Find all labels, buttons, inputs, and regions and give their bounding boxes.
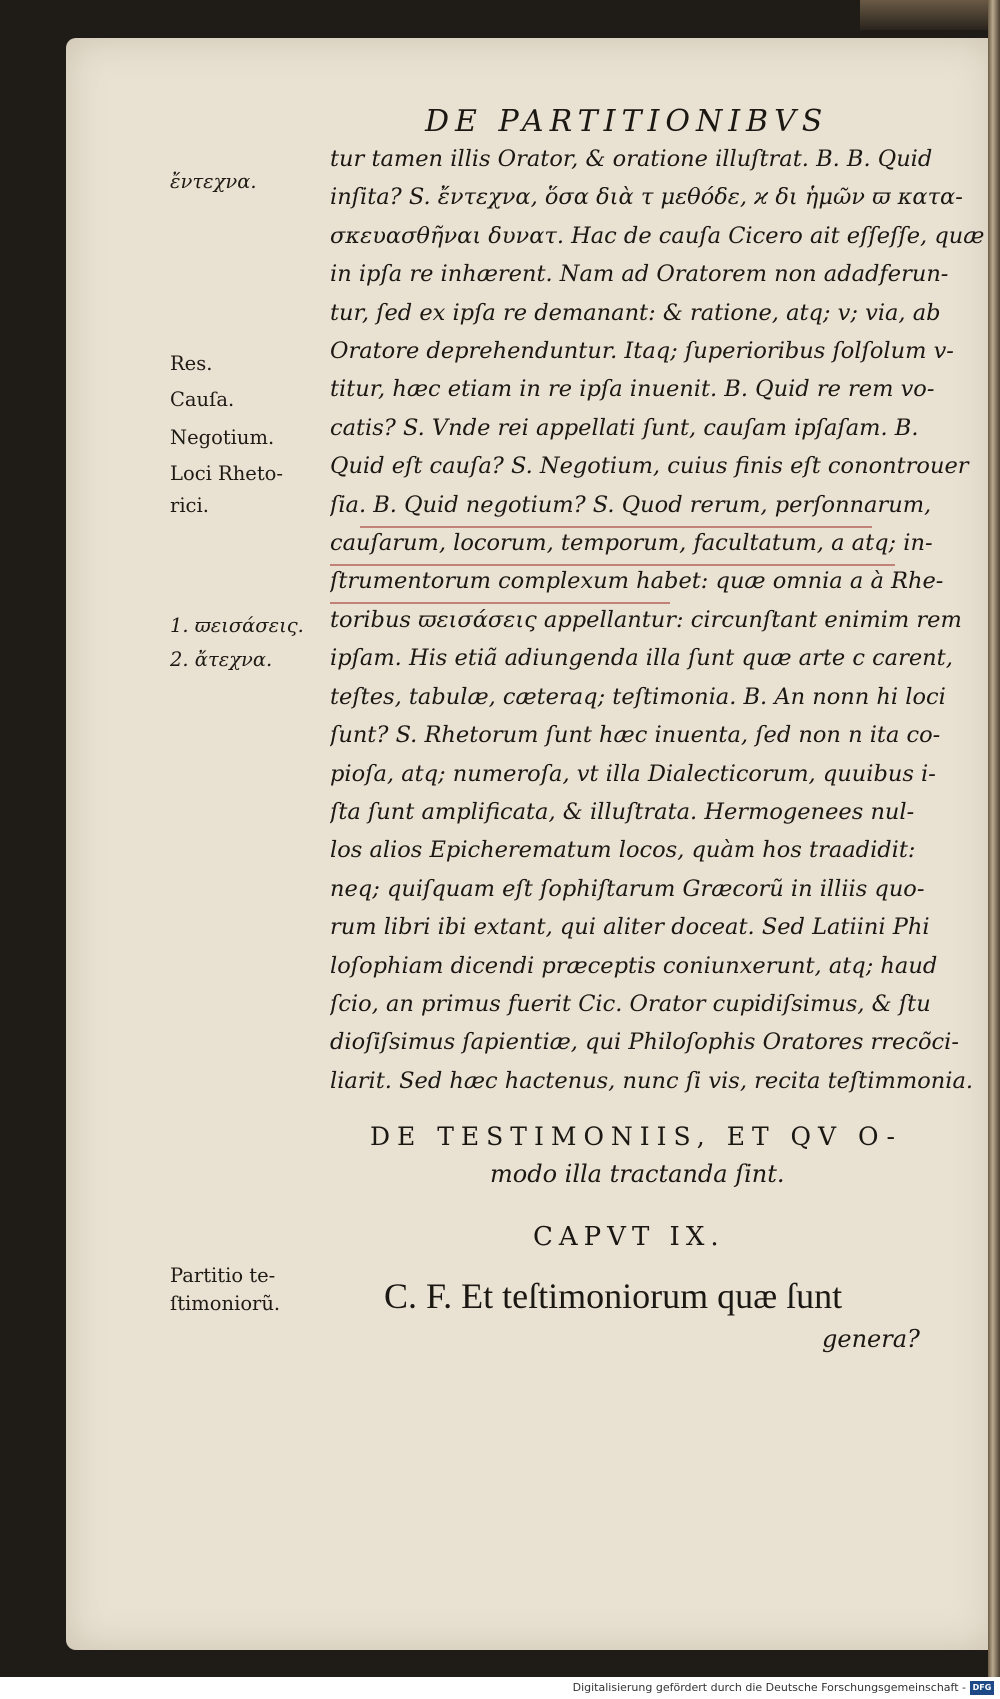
text-line: σκευασθῆναι δυνατ. Hac de cauſa Cicero ait eſſeſſe, quæ — [330, 222, 985, 249]
footer-text: Digitalisierung gefördert durch die Deutsche Forschungsgemeinschaft - — [572, 1681, 966, 1694]
margin-note: Partitio te- — [170, 1264, 276, 1287]
text-line: inſita? S. ἔντεχνα, ὅσα διὰ τ μεθόδε, ϰ δι ἡμῶν ϖ κατα- — [330, 184, 963, 211]
text-line: tur tamen illis Orator, & oratione illuſtrat. B. B. Quid — [330, 146, 933, 172]
dfg-logo: DFG — [970, 1681, 994, 1695]
text-line: toribus ϖεισάσεις appellantur: circunſtant enimim rem — [330, 606, 962, 633]
margin-note: 2. ἄτεχνα. — [170, 648, 273, 671]
margin-note: ἔντεχνα. — [170, 170, 257, 193]
text-line: rum libri ibi extant, qui aliter doceat. Sed Latiini Phi — [330, 914, 930, 941]
body-text — [330, 140, 988, 1100]
text-line: ſta ſunt amplificata, & illuſtrata. Hermogenees nul- — [330, 798, 915, 825]
book-edge-top — [860, 0, 1000, 30]
text-line: tur, ſed ex ipſa re demanant: & ratione, atq; v; via, ab — [330, 299, 941, 326]
text-line: teſtes, tabulæ, cæteraq; teſtimonia. B. An nonn hi loci — [330, 683, 946, 710]
text-line: Oratore deprehenduntur. Itaq; ſuperioribus ſolſolum v- — [330, 338, 954, 365]
text-line: titur, hæc etiam in re ipſa inuenit. B. Quid re rem vo- — [330, 376, 935, 403]
text-line: ſtrumentorum complexum habet: quæ omnia a à Rhe- — [330, 568, 944, 595]
text-line: ſcio, an primus fuerit Cic. Orator cupidiſsimus, & ſtu — [330, 990, 931, 1017]
text-line: loſophiam dicendi præceptis coniunxerunt, atq; haud — [330, 952, 938, 979]
text-line: los alios Epicherematum locos, quàm hos traadidit: — [330, 837, 916, 864]
text-line: dioſiſsimus ſapientiæ, qui Philoſophis Oratores rrecõci- — [330, 1029, 959, 1056]
margin-note: Loci Rheto- — [170, 462, 283, 485]
text-line: pioſa, atq; numeroſa, vt illa Dialecticorum, quuibus i- — [330, 760, 936, 787]
text-line: liarit. Sed hæc hactenus, nunc ſi vis, recita teſtimmonia. — [330, 1067, 974, 1094]
margin-note: Negotium. — [170, 426, 275, 449]
margin-note: 1. ϖεισάσεις. — [170, 614, 304, 637]
chapter-first-line: C. F. Et teſtimoniorum quæ ſunt — [384, 1276, 843, 1316]
section-title: DE TESTIMONIIS, ET QV O- — [370, 1122, 902, 1151]
text-line: ſunt? S. Rhetorum ſunt hæc inuenta, ſed non n ita co- — [330, 722, 941, 749]
chapter-heading: CAPVT IX. — [533, 1222, 725, 1252]
book-edge-right — [988, 0, 1000, 1699]
running-head: DE PARTITIONIBVS — [425, 104, 829, 139]
text-line: ſia. B. Quid negotium? S. Quod rerum, perſonnarum, — [330, 491, 932, 518]
red-underline — [330, 564, 895, 566]
red-underline — [360, 526, 872, 528]
margin-note: rici. — [170, 494, 209, 517]
margin-note: ſtimoniorũ. — [170, 1292, 281, 1315]
section-subtitle: modo illa tractanda ſint. — [490, 1160, 785, 1188]
text-line: neq; quiſquam eſt ſophiſtarum Græcorũ in illiis quo- — [330, 875, 925, 902]
margin-note: Cauſa. — [170, 388, 235, 411]
margin-note: Res. — [170, 352, 213, 375]
catchword: genera? — [822, 1325, 920, 1353]
text-line: in ipſa re inhærent. Nam ad Oratorem non adadferun- — [330, 261, 949, 288]
text-line: cauſarum, locorum, temporum, facultatum, a atq; in- — [330, 530, 933, 557]
red-underline — [330, 602, 670, 604]
digitization-footer — [0, 1677, 1000, 1699]
text-line: catis? S. Vnde rei appellati ſunt, cauſam ipſaſam. B. — [330, 414, 919, 441]
text-line: Quid eſt cauſa? S. Negotium, cuius finis eſt conontrouer — [330, 453, 969, 480]
text-line: ipſam. His etiã adiungenda illa ſunt quæ arte c carent, — [330, 645, 953, 672]
